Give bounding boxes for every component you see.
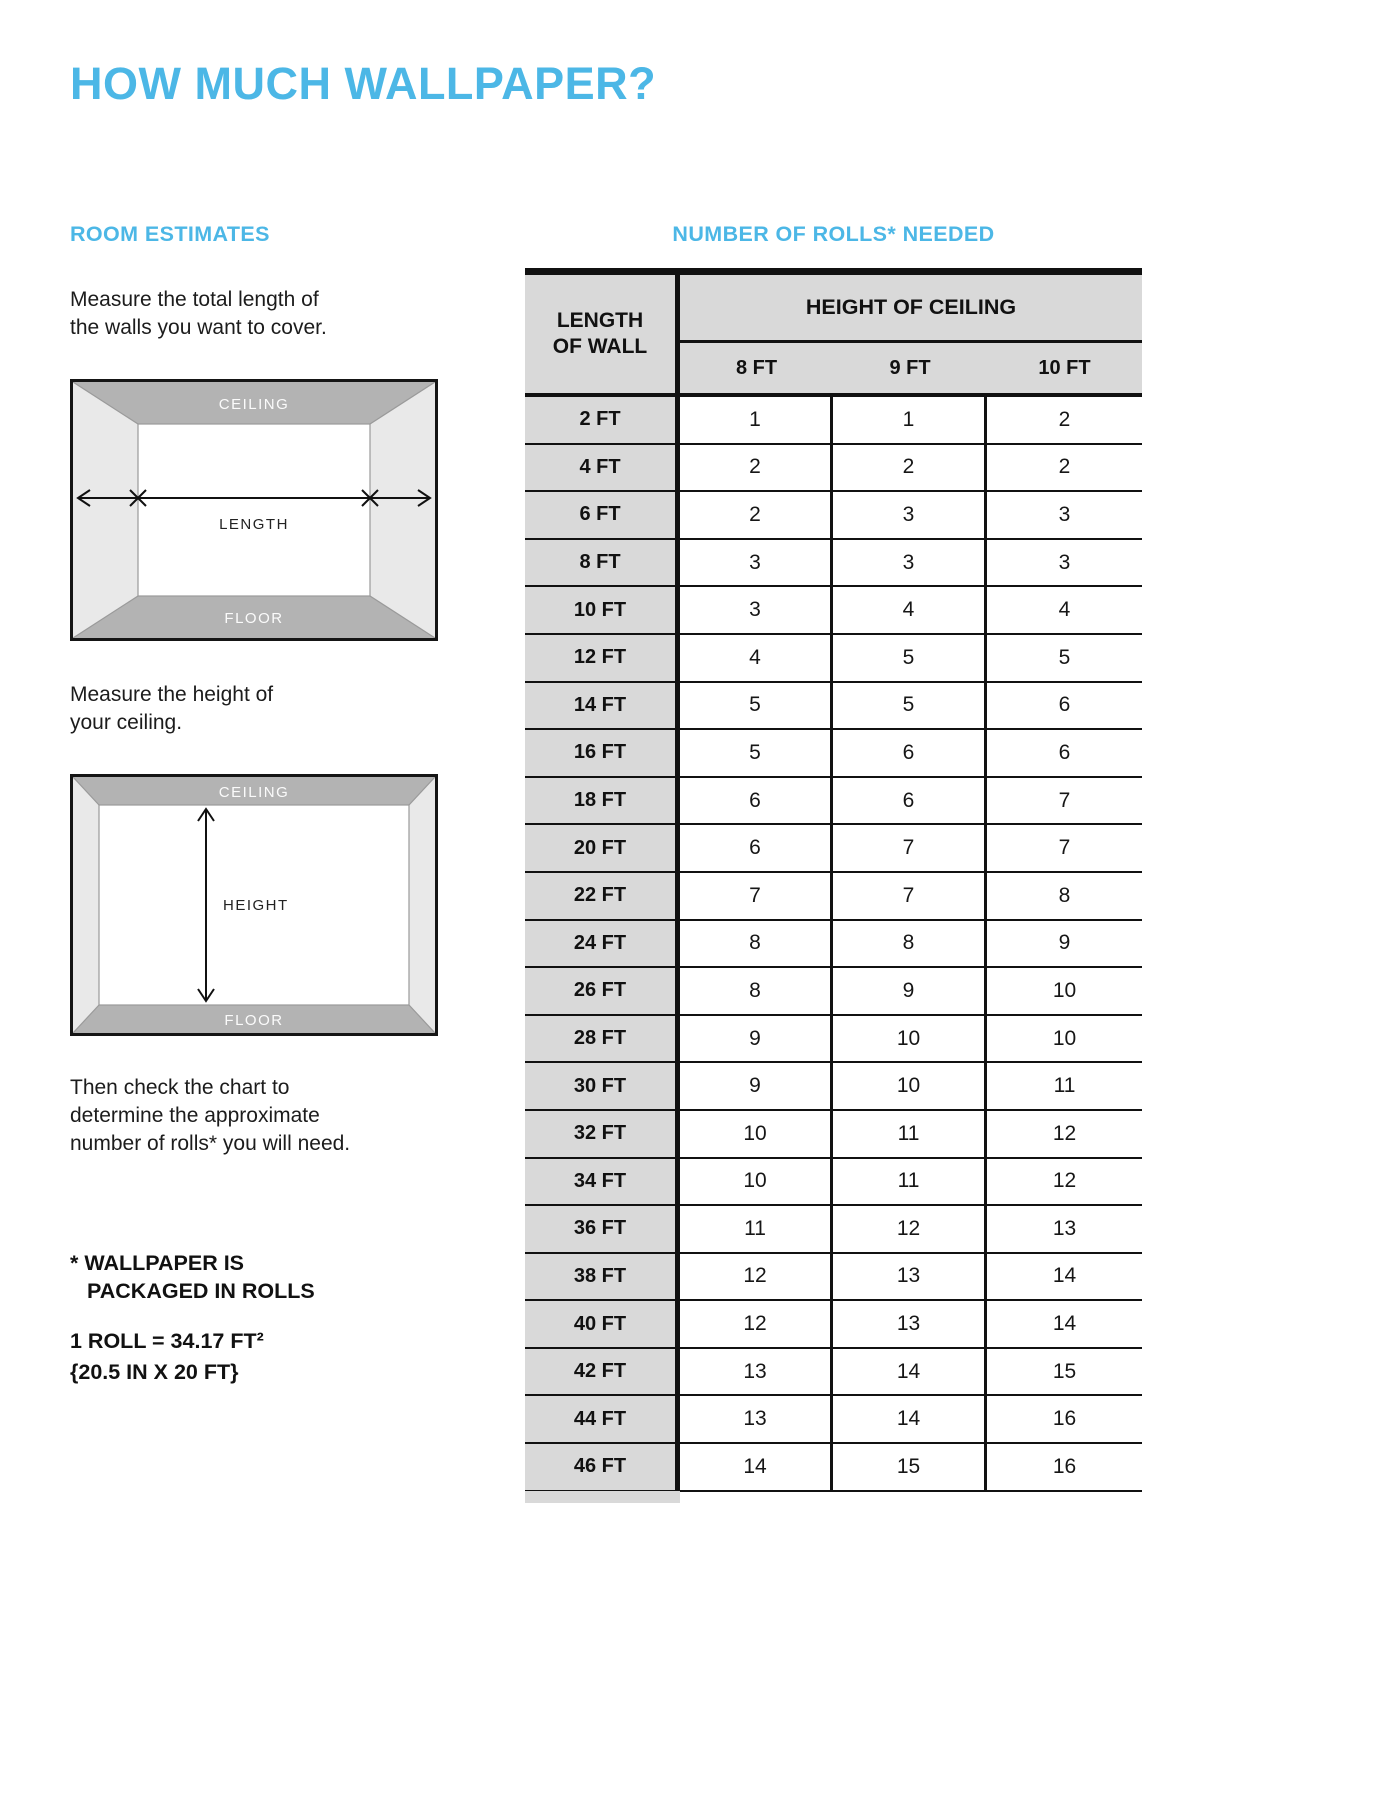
rolls-value-cell: 10 bbox=[987, 1016, 1142, 1064]
rolls-value-cell: 12 bbox=[680, 1301, 833, 1349]
rolls-value-cell: 14 bbox=[833, 1349, 987, 1397]
rolls-value-cell: 5 bbox=[833, 635, 987, 683]
column-header-10ft: 10 FT bbox=[987, 343, 1142, 397]
length-of-wall-line1: LENGTH bbox=[556, 309, 644, 332]
right-wall-surface bbox=[409, 777, 435, 1033]
rolls-value-cell: 15 bbox=[833, 1444, 987, 1492]
page-title: HOW MUCH WALLPAPER? bbox=[70, 58, 657, 109]
rolls-value-cell: 12 bbox=[833, 1206, 987, 1254]
rolls-value-cell: 2 bbox=[680, 492, 833, 540]
rolls-value-cell: 6 bbox=[680, 778, 833, 826]
rolls-value-cell: 8 bbox=[833, 921, 987, 969]
wall-length-cell: 40 FT bbox=[525, 1301, 680, 1349]
height-of-ceiling-header: HEIGHT OF CEILING bbox=[680, 275, 1142, 343]
wall-length-cell: 26 FT bbox=[525, 968, 680, 1016]
wall-length-cell: 10 FT bbox=[525, 587, 680, 635]
rolls-value-cell: 9 bbox=[680, 1016, 833, 1064]
rolls-table bbox=[525, 268, 1142, 1492]
column-header-8ft: 8 FT bbox=[680, 343, 833, 397]
length-of-wall-header bbox=[525, 275, 680, 397]
rolls-value-cell: 9 bbox=[987, 921, 1142, 969]
step1-line2: the walls you want to cover. bbox=[70, 316, 327, 339]
rolls-value-cell: 7 bbox=[833, 825, 987, 873]
wall-length-cell: 30 FT bbox=[525, 1063, 680, 1111]
wall-length-cell: 2 FT bbox=[525, 397, 680, 445]
rolls-value-cell: 8 bbox=[987, 873, 1142, 921]
rolls-value-cell: 4 bbox=[987, 587, 1142, 635]
rolls-value-cell: 8 bbox=[680, 968, 833, 1016]
column-header-9ft: 9 FT bbox=[833, 343, 987, 397]
rolls-value-cell: 10 bbox=[833, 1063, 987, 1111]
step3-line1: Then check the chart to bbox=[70, 1076, 290, 1099]
table-bottom-stub bbox=[525, 1491, 680, 1503]
footnote-line2: PACKAGED IN ROLLS bbox=[87, 1279, 315, 1303]
rolls-value-cell: 8 bbox=[680, 921, 833, 969]
back-wall bbox=[138, 424, 370, 596]
rolls-needed-heading: NUMBER OF ROLLS* NEEDED bbox=[672, 222, 995, 246]
rolls-value-cell: 16 bbox=[987, 1396, 1142, 1444]
rolls-value-cell: 7 bbox=[833, 873, 987, 921]
wall-length-cell: 4 FT bbox=[525, 445, 680, 493]
ceiling-label: CEILING bbox=[218, 784, 290, 801]
rolls-value-cell: 13 bbox=[833, 1301, 987, 1349]
left-wall-surface bbox=[73, 777, 99, 1033]
rolls-value-cell: 13 bbox=[833, 1254, 987, 1302]
rolls-value-cell: 5 bbox=[680, 730, 833, 778]
rolls-value-cell: 9 bbox=[833, 968, 987, 1016]
height-diagram-svg bbox=[73, 777, 435, 1033]
length-of-wall-line2: OF WALL bbox=[552, 335, 648, 358]
step3-line3: number of rolls* you will need. bbox=[70, 1132, 351, 1155]
wall-length-cell: 16 FT bbox=[525, 730, 680, 778]
rolls-value-cell: 16 bbox=[987, 1444, 1142, 1492]
rolls-value-cell: 1 bbox=[680, 397, 833, 445]
rolls-value-cell: 5 bbox=[987, 635, 1142, 683]
wall-length-cell: 8 FT bbox=[525, 540, 680, 588]
footnote-line1: * WALLPAPER IS bbox=[70, 1251, 245, 1275]
rolls-value-cell: 14 bbox=[987, 1301, 1142, 1349]
rolls-value-cell: 4 bbox=[680, 635, 833, 683]
rolls-value-cell: 3 bbox=[680, 540, 833, 588]
wall-length-cell: 22 FT bbox=[525, 873, 680, 921]
rolls-value-cell: 12 bbox=[987, 1111, 1142, 1159]
rolls-value-cell: 5 bbox=[680, 683, 833, 731]
rolls-value-cell: 14 bbox=[680, 1444, 833, 1492]
length-diagram bbox=[70, 379, 438, 641]
rolls-value-cell: 3 bbox=[833, 492, 987, 540]
rolls-value-cell: 2 bbox=[833, 445, 987, 493]
step3-line2: determine the approximate bbox=[70, 1104, 320, 1127]
wall-length-cell: 14 FT bbox=[525, 683, 680, 731]
wall-length-cell: 34 FT bbox=[525, 1159, 680, 1207]
rolls-value-cell: 11 bbox=[680, 1206, 833, 1254]
wall-length-cell: 44 FT bbox=[525, 1396, 680, 1444]
rolls-value-cell: 10 bbox=[987, 968, 1142, 1016]
wall-length-cell: 20 FT bbox=[525, 825, 680, 873]
wall-length-cell: 42 FT bbox=[525, 1349, 680, 1397]
rolls-value-cell: 3 bbox=[987, 492, 1142, 540]
rolls-value-cell: 7 bbox=[987, 825, 1142, 873]
rolls-value-cell: 2 bbox=[987, 397, 1142, 445]
rolls-value-cell: 10 bbox=[680, 1159, 833, 1207]
rolls-value-cell: 12 bbox=[987, 1159, 1142, 1207]
rolls-value-cell: 6 bbox=[987, 730, 1142, 778]
rolls-value-cell: 4 bbox=[833, 587, 987, 635]
rolls-value-cell: 10 bbox=[680, 1111, 833, 1159]
wall-length-cell: 46 FT bbox=[525, 1444, 680, 1492]
rolls-value-cell: 14 bbox=[833, 1396, 987, 1444]
rolls-value-cell: 6 bbox=[833, 778, 987, 826]
step3-text bbox=[70, 1074, 350, 1158]
wall-length-cell: 38 FT bbox=[525, 1254, 680, 1302]
rolls-value-cell: 11 bbox=[833, 1111, 987, 1159]
rolls-value-cell: 3 bbox=[680, 587, 833, 635]
wall-length-cell: 28 FT bbox=[525, 1016, 680, 1064]
wall-length-cell: 12 FT bbox=[525, 635, 680, 683]
rolls-value-cell: 3 bbox=[833, 540, 987, 588]
step1-line1: Measure the total length of bbox=[70, 288, 319, 311]
step2-text bbox=[70, 681, 273, 737]
rolls-value-cell: 11 bbox=[833, 1159, 987, 1207]
length-diagram-svg bbox=[73, 382, 435, 638]
rolls-value-cell: 12 bbox=[680, 1254, 833, 1302]
rolls-value-cell: 11 bbox=[987, 1063, 1142, 1111]
step2-line2: your ceiling. bbox=[70, 711, 183, 734]
roll-size-line2: {20.5 IN X 20 FT} bbox=[70, 1360, 239, 1384]
ceiling-label: CEILING bbox=[218, 396, 290, 413]
step1-text bbox=[70, 286, 327, 342]
floor-label: FLOOR bbox=[224, 1012, 284, 1029]
rolls-value-cell: 15 bbox=[987, 1349, 1142, 1397]
wall-length-cell: 36 FT bbox=[525, 1206, 680, 1254]
rolls-value-cell: 7 bbox=[680, 873, 833, 921]
rolls-value-cell: 6 bbox=[680, 825, 833, 873]
left-wall-surface bbox=[73, 382, 138, 638]
length-label: LENGTH bbox=[219, 516, 289, 533]
room-estimates-heading: ROOM ESTIMATES bbox=[70, 222, 270, 246]
rolls-value-cell: 14 bbox=[987, 1254, 1142, 1302]
rolls-footnote bbox=[70, 1249, 315, 1305]
height-label: HEIGHT bbox=[223, 897, 289, 914]
rolls-value-cell: 9 bbox=[680, 1063, 833, 1111]
rolls-value-cell: 6 bbox=[987, 683, 1142, 731]
rolls-value-cell: 3 bbox=[987, 540, 1142, 588]
height-diagram bbox=[70, 774, 438, 1036]
rolls-value-cell: 13 bbox=[680, 1349, 833, 1397]
wall-length-cell: 24 FT bbox=[525, 921, 680, 969]
rolls-value-cell: 1 bbox=[833, 397, 987, 445]
rolls-value-cell: 2 bbox=[987, 445, 1142, 493]
wall-length-cell: 6 FT bbox=[525, 492, 680, 540]
rolls-value-cell: 2 bbox=[680, 445, 833, 493]
roll-size-info bbox=[70, 1326, 264, 1388]
floor-label: FLOOR bbox=[224, 610, 284, 627]
rolls-value-cell: 6 bbox=[833, 730, 987, 778]
roll-size-line1: 1 ROLL = 34.17 FT² bbox=[70, 1329, 264, 1353]
wall-length-cell: 18 FT bbox=[525, 778, 680, 826]
rolls-value-cell: 13 bbox=[987, 1206, 1142, 1254]
step2-line1: Measure the height of bbox=[70, 683, 274, 706]
rolls-value-cell: 5 bbox=[833, 683, 987, 731]
right-wall-surface bbox=[370, 382, 435, 638]
wall-length-cell: 32 FT bbox=[525, 1111, 680, 1159]
rolls-value-cell: 7 bbox=[987, 778, 1142, 826]
rolls-value-cell: 10 bbox=[833, 1016, 987, 1064]
rolls-value-cell: 13 bbox=[680, 1396, 833, 1444]
